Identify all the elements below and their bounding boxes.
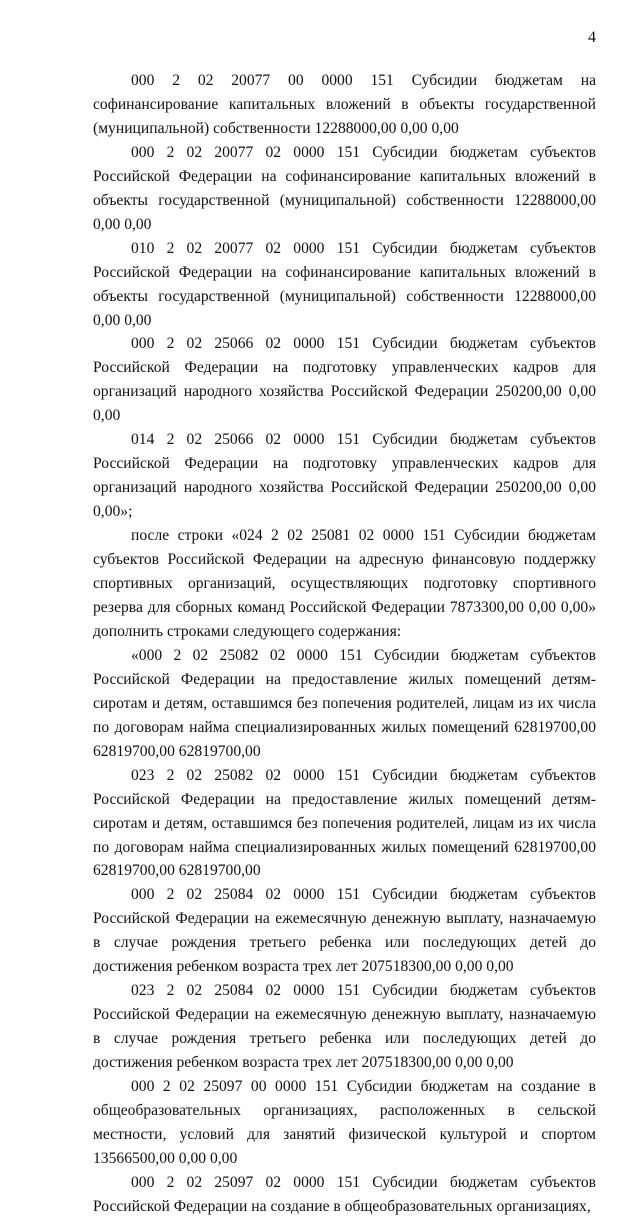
paragraph-subsidy-25084-02-023: 023 2 02 25084 02 0000 151 Субсидии бюджетам субъектов Российской Федерации на ежемесячную денежную выплату, назначаемую в случае рождения третьего ребенка или последующих детей до достижения ребенком возраста трех лет 207518300,00 0,00 0,00 [93,982,596,1072]
paragraph-subsidy-25066-02-014: 014 2 02 25066 02 0000 151 Субсидии бюджетам субъектов Российской Федерации на подготовку управленческих кадров для организаций народного хозяйства Российской Федерации 250200,00 0,00 0,00»; [93,431,596,521]
paragraph-subsidy-25082-02-023: 023 2 02 25082 02 0000 151 Субсидии бюджетам субъектов Российской Федерации на предоставление жилых помещений детям-сиротам и детям, оставшимся без попечения родителей, лицам из их числа по договорам найма специализированных жилых помещений 62819700,00 62819700,00 62819700,00 [93,766,596,880]
paragraph-subsidy-25097-02: 000 2 02 25097 02 0000 151 Субсидии бюджетам субъектов Российской Федерации на создание в общеобразовательных организациях, [93,1173,596,1215]
document-body [93,69,596,1219]
paragraph-subsidy-20077-02: 000 2 02 20077 02 0000 151 Субсидии бюджетам субъектов Российской Федерации на софинансирование капитальных вложений в объекты государственной (муниципальной) собственности 12288000,00 0,00 0,00 [93,143,596,233]
paragraph-subsidy-25066-02: 000 2 02 25066 02 0000 151 Субсидии бюджетам субъектов Российской Федерации на подготовку управленческих кадров для организаций народного хозяйства Российской Федерации 250200,00 0,00 0,00 [93,335,596,425]
paragraph-subsidy-20077-00: 000 2 02 20077 00 0000 151 Субсидии бюджетам на софинансирование капитальных вложений в объекты государственной (муниципальной) собственности 12288000,00 0,00 0,00 [93,72,596,137]
paragraph-subsidy-20077-02-010: 010 2 02 20077 02 0000 151 Субсидии бюджетам субъектов Российской Федерации на софинансирование капитальных вложений в объекты государственной (муниципальной) собственности 12288000,00 0,00 0,00 [93,239,596,329]
paragraph-amendment-instruction: после строки «024 2 02 25081 02 0000 151 Субсидии бюджетам субъектов Российской Федерации на адресную финансовую поддержку спортивных организаций, осуществляющих подготовку спортивного резерва для сборных команд Российской Федерации 7873300,00 0,00 0,00» дополнить строками следующего содержания: [93,527,596,640]
paragraph-subsidy-25082-02: «000 2 02 25082 02 0000 151 Субсидии бюджетам субъектов Российской Федерации на предоставление жилых помещений детям-сиротам и детям, оставшимся без попечения родителей, лицам из их числа по договорам найма специализированных жилых помещений 62819700,00 62819700,00 62819700,00 [93,646,596,760]
paragraph-subsidy-25097-00: 000 2 02 25097 00 0000 151 Субсидии бюджетам на создание в общеобразовательных организациях, расположенных в сельской местности, условий для занятий физической культурой и спортом 13566500,00 0,00 0,00 [93,1078,596,1167]
paragraph-subsidy-25084-02: 000 2 02 25084 02 0000 151 Субсидии бюджетам субъектов Российской Федерации на ежемесячную денежную выплату, назначаемую в случае рождения третьего ребенка или последующих детей до достижения ребенком возраста трех лет 207518300,00 0,00 0,00 [93,886,596,976]
page-number: 4 [588,29,596,46]
